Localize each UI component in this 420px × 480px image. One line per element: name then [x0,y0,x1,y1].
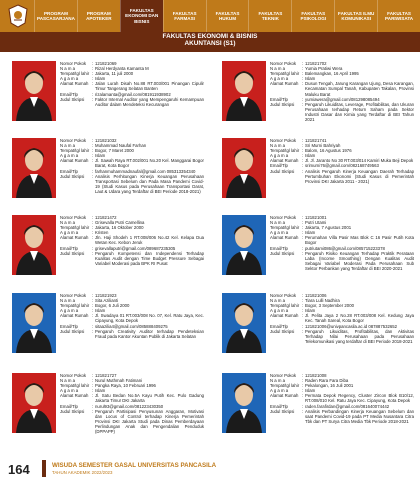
info-row-alamat [270,81,414,96]
university-logo-icon [8,4,28,28]
field-label: A g a m a [270,76,289,82]
field-value-agama: Islam [305,230,316,236]
top-navigation-bar [0,0,420,32]
field-label: N a m a [60,143,76,149]
field-value-ttl: Pangka Raya, 10 Februari 1996 [95,383,156,389]
field-value-nomor: 121821702 [305,61,327,66]
field-value-judul: Pengaruh Likuiditas, Leverage, Profitabilitas, dan Ukuran Perusahaan terhadap Return Saham pada Sektor Industri Dasar dan Kimia yang Terdaftar di BEI Tahun 2021 [305,101,414,123]
field-label: Tempat/tgl lahir [60,148,90,154]
field-colon: : [92,393,94,399]
field-label: Email/Tlp [60,168,78,174]
field-label: Email/Tlp [60,323,78,329]
field-colon: : [302,250,304,256]
graduate-photo [12,61,56,121]
field-colon: : [302,143,304,149]
field-colon: : [302,168,304,174]
faculty-title: FAKULTAS EKONOMI & BISNIS [162,33,258,40]
field-label: Tempat/tgl lahir [60,71,90,77]
field-value-agama: Kristen [95,230,109,236]
field-colon: : [92,96,94,102]
info-row-judul [60,409,204,434]
field-colon: : [302,393,304,399]
field-colon: : [92,168,94,174]
field-value-alamat: Permata Depok Regency, Cluster Zircon Blok B10/12, RT.008/010 Kel. Ratu Jaya Kec. Cipayung, Kota Depok [305,393,414,404]
field-label: Nomor Pokok [60,138,87,143]
field-value-agama: Islam [305,153,316,159]
field-value-nomor: 121821069 [95,61,117,66]
field-value-nama: Raden Rara Fara Diba [305,378,349,384]
field-value-email: srimurni76@gmail.com/082168749563 [305,163,379,169]
field-value-ttl: Pekalongan, 16 Juli 2001 [305,383,354,389]
field-value-alamat: Jalan Lurah Disah No.88 RT.003/001 Pinangan Cipulir Timur Tangerang Selatan Banten [95,81,204,92]
field-label: Nomor Pokok [270,373,297,378]
field-label: Tempat/tgl lahir [60,225,90,231]
field-value-ttl: Jakarta, 7 Agustus 2001 [305,225,352,231]
person-silhouette-icon [12,373,56,433]
info-row-judul [270,329,414,344]
field-colon: : [302,163,304,169]
tab-fakultas-ilmu-komunikasi[interactable]: FAKULTAS ILMU KOMUNIKASI [334,0,377,32]
field-colon: : [302,378,304,384]
field-colon: : [302,158,304,164]
field-colon: : [302,215,304,220]
info-row-judul [270,169,414,184]
field-label: Judul Skripsi [270,328,295,334]
field-colon: : [302,230,304,236]
graduate-photo [222,293,266,353]
field-value-email: rizalamanta@gmail.com/081911938902 [95,91,171,97]
field-label: N a m a [270,66,286,72]
field-value-judul: Pengaruh Kompetensi dan Independensi Terhadap Kualitas Audit dengan Time Budget Pressure Sebagai Variabel Moderasi pada BPK RI Pusat [95,250,204,266]
tab-program-apoteker[interactable]: PROGRAM APOTEKER [77,0,120,32]
field-value-ttl: Bogor, 6 Juli 2000 [95,303,130,309]
field-colon: : [92,220,94,226]
info-row-alamat [270,235,414,245]
field-label: Judul Skripsi [60,250,85,256]
page-footer [0,450,420,480]
field-label: Nomor Pokok [270,293,297,298]
footer-divider [42,460,46,477]
field-value-agama: Islam [95,76,106,82]
field-value-judul: Analisis Pengaruh Kinerja Keuangan Daerah Terhadap Pertumbuhan Ekonomi (Studi Kasus di Pemerintah Provinsi DKI Jakarta 2011 - 2021) [305,168,414,184]
field-value-alamat: Jl. Jl. Jaranto No 30 RT.003/014 Kamiri Muka Beji Depok [305,158,414,164]
field-value-agama: Islam [305,308,316,314]
info-row-judul [60,97,204,107]
field-colon: : [92,235,94,241]
field-colon: : [92,230,94,236]
field-colon: : [92,81,94,87]
field-value-nomor: 121821008 [305,373,327,378]
field-label: A g a m a [270,153,289,159]
field-value-judul: Analisis Perhitungan Kinerja Keuangan Perusahaan Transportasi Sebelum dan Pada Masa Pandemi Covid-19 (Studi Kasus pada Perusahaan Transportasi Darat, Laut & Udara yang Terdaftar di BEI Periode 2018-2021) [95,173,204,194]
field-label: A g a m a [60,153,79,159]
field-value-nama: Sri Murni Bahriyah [305,143,341,149]
person-silhouette-icon [222,138,266,198]
field-label: Email/Tlp [60,403,78,409]
field-label: N a m a [270,378,286,384]
field-colon: : [92,378,94,384]
field-value-agama: Islam [95,153,106,159]
field-label: Alamat Rumah [60,81,89,87]
field-value-ttl: Jakarta, 11 juli 2000 [95,71,134,77]
field-value-judul: Pengaruh Creativity Auditor terhadap Pendeteksian Fraud pada Kantor Akuntan Publik di Jakarta Selatan [95,328,204,339]
field-colon: : [92,158,94,164]
field-colon: : [302,225,304,231]
field-label: A g a m a [270,230,289,236]
field-label: Nomor Pokok [60,215,87,220]
field-colon: : [92,298,94,304]
graduate-info [270,373,414,424]
field-colon: : [92,388,94,394]
field-value-nama: Yumia Pratiwi Wera [305,66,343,72]
info-row-alamat [60,81,204,91]
field-label: Judul Skripsi [270,168,295,174]
field-label: Judul Skripsi [270,408,295,414]
field-colon: : [302,298,304,304]
field-label: A g a m a [270,308,289,314]
tab-fakultas-ekonomi-dan-bisnis[interactable]: FAKULTAS EKONOMI DAN BISNIS [120,0,163,32]
field-colon: : [92,293,94,298]
field-value-nama: Sita Azilianti [95,298,119,304]
field-colon: : [302,235,304,241]
field-colon: : [92,143,94,149]
graduate-info [60,61,204,107]
field-value-agama: Islam [95,308,106,314]
field-value-nama: Rizal Herdyanta Kamanta M [95,66,149,72]
field-value-nomor: 121821006 [305,293,327,298]
field-colon: : [302,81,304,87]
info-row-judul [60,251,204,266]
field-label: Nomor Pokok [270,215,297,220]
field-label: N a m a [270,298,286,304]
graduate-photo [222,61,266,121]
field-value-email: putriutami086@gmail.com/085715223378 [305,245,385,251]
field-colon: : [92,173,94,179]
field-label: Nomor Pokok [60,373,87,378]
footer-subtitle: TAHUN AKADEMIK 2022/2023 [52,470,113,475]
field-value-nama: Grisevalla Putri Camellina [95,220,145,226]
field-colon: : [92,66,94,72]
tab-fakultas-pariwisata[interactable]: FAKULTAS PARIWISATA [377,0,420,32]
field-label: Alamat Rumah [270,158,299,164]
field-label: N a m a [270,143,286,149]
info-row-alamat [60,393,204,403]
field-label: Email/Tlp [270,96,288,102]
field-colon: : [92,215,94,220]
field-label: Tempat/tgl lahir [60,383,90,389]
field-value-judul: Analisis Perbandingan Kinerja Keuangan Sebelum dan saat Pandemi Covid-19 pada PT Media Nusantara Citra Tbk dan PT Surya Citra Media Tbk Periode 2018-2021 [305,408,414,424]
footer-title: WISUDA SEMESTER GASAL UNIVERSITAS PANCASILA [52,462,217,469]
field-colon: : [302,303,304,309]
field-colon: : [302,138,304,143]
person-silhouette-icon [222,215,266,275]
field-label: Alamat Rumah [270,393,299,399]
field-label: Tempat/tgl lahir [270,225,300,231]
graduate-info [60,373,204,434]
field-label: N a m a [60,378,76,384]
field-value-alamat: Perumahan Villa Pasir Mas Blok C 16 Pasir Putih Kota Bogor [305,235,414,246]
field-value-nomor: 121821741 [305,138,327,143]
field-colon: : [302,328,304,334]
field-value-alamat: Jl. Sawah Raya RT.002/001 No.20 Kel. Manggarai Bogor Barat, Kota Bogor [95,158,204,169]
field-label: Email/Tlp [60,91,78,97]
field-colon: : [302,323,304,329]
field-label: Email/Tlp [60,245,78,251]
field-value-email: farhanmuhammadnaufal@gmail.com 085313354340 [95,168,196,174]
field-label: Judul Skripsi [60,173,85,179]
field-colon: : [92,138,94,143]
field-label: Email/Tlp [270,403,288,409]
tab-fakultas-farmasi[interactable]: FAKULTAS FARMASI [163,0,206,32]
field-colon: : [92,323,94,329]
info-row-judul [60,174,204,194]
field-colon: : [302,153,304,159]
field-colon: : [302,66,304,72]
field-label: A g a m a [60,230,79,236]
field-value-nomor: 121821923 [95,293,117,298]
tab-fakultas-teknik[interactable]: FAKULTAS TEKNIK [248,0,291,32]
field-colon: : [92,61,94,66]
field-label: Judul Skripsi [60,96,85,102]
field-label: Email/Tlp [270,163,288,169]
field-colon: : [92,71,94,77]
field-label: Tempat/tgl lahir [270,303,300,309]
field-label: N a m a [60,220,76,226]
field-colon: : [92,313,94,319]
field-value-email: grisevallaputri@gmail.com/089687235305 [95,245,176,251]
field-label: Email/Tlp [270,323,288,329]
field-value-ttl: Balemangkan, 16 April 1995 [305,71,359,77]
field-value-alamat: Jl. Satu Bedan No.5A Kayu Putih Kec. Pulo Gadung Jakarta Timur DKI Jakarta [95,393,204,404]
field-colon: : [92,153,94,159]
field-value-nama: Muhammad Naufal Farhan [95,143,147,149]
field-colon: : [92,225,94,231]
field-value-email: yumiawera@gmail.com/081298085494 [305,96,380,102]
person-silhouette-icon [222,293,266,353]
field-colon: : [92,403,94,409]
program-subtitle: AKUNTANSI (S1) [184,39,236,47]
faculty-header [0,32,420,52]
field-value-nomor: 121821472 [95,215,117,220]
field-label: Alamat Rumah [60,158,89,164]
field-value-ttl: Bogor, 7 Maret 2000 [95,148,134,154]
person-silhouette-icon [12,293,56,353]
field-colon: : [302,383,304,389]
field-colon: : [302,245,304,251]
field-colon: : [92,91,94,97]
field-value-nomor: 121821032 [95,138,117,143]
field-value-email: sitaazilia4@gmail.com/085888409275 [95,323,168,329]
field-colon: : [302,76,304,82]
field-label: Judul Skripsi [60,328,85,334]
field-value-judul: Pengaruh Partisipasi Penyusunan Anggaran, Motivasi dan Locus of Control terhadap Kinerja Pemerintah Provinsi DKI Jakarta Studi pada Dinas Pemberdayaan Perlindungan Anak dan Pengendalian Penduduk (DPPAPP) [95,408,204,435]
field-label: Alamat Rumah [60,313,89,319]
field-colon: : [92,76,94,82]
field-colon: : [302,408,304,414]
field-label: A g a m a [60,308,79,314]
field-label: N a m a [60,298,76,304]
graduate-photo [12,373,56,433]
field-value-judul: Pengaruh Risiko Keuangan Terhadap Praktik Perataan Laba (Income Smoothing) Dengan Kualitas Audit Sebagai Variabel Moderasi Pada Perusahaan Sub Sektor Perbankan yang Terdaftar di BEI 2020-2021 [305,250,414,271]
field-label: Nomor Pokok [60,61,87,66]
field-label: Alamat Rumah [270,81,299,87]
field-colon: : [92,308,94,314]
graduate-photo [12,293,56,353]
person-silhouette-icon [12,61,56,121]
field-colon: : [92,250,94,256]
tab-fakultas-psikologi[interactable]: FAKULTAS PSIKOLOGI [291,0,334,32]
info-row-judul [270,409,414,424]
field-label: Tempat/tgl lahir [270,148,300,154]
field-colon: : [302,220,304,226]
graduate-info [270,138,414,184]
info-row-alamat [60,313,204,323]
field-colon: : [92,408,94,414]
field-label: Alamat Rumah [270,235,299,241]
graduate-photo [222,373,266,433]
info-row-judul [270,251,414,271]
field-label: Nomor Pokok [270,61,297,66]
field-label: N a m a [60,66,76,72]
faculty-tabs [34,0,420,32]
field-colon: : [302,71,304,77]
field-value-nomor: 121821001 [305,215,327,220]
field-value-ttl: Bogor, 3 September 2000 [305,303,354,309]
page-number: 164 [8,462,30,477]
field-colon: : [92,383,94,389]
field-colon: : [302,388,304,394]
graduate-info [60,293,204,339]
field-colon: : [92,148,94,154]
field-value-judul: Pengaruh Likuiditas, Profitabilitas, dan Aktivitas Terhadap Nilai Perusahaan pada Perusahaan Telekomunikasi yang terdaftar di BEI Periode 2018-2021 [305,328,414,344]
field-value-email: 121821006@univpancasila.ac.id 087887532652 [305,323,398,329]
field-label: A g a m a [60,76,79,82]
field-label: Tempat/tgl lahir [60,303,90,309]
graduate-photo [222,215,266,275]
person-silhouette-icon [222,61,266,121]
graduate-info [270,61,414,122]
person-silhouette-icon [12,215,56,275]
field-value-alamat: Jln. Haji Shodeh 1 RT.008/006 No.42 Kel. Kelapa Dua Wetan Kec. Kebon Jeruk [95,235,204,246]
field-label: Alamat Rumah [60,393,89,399]
tab-fakultas-hukum[interactable]: FAKULTAS HUKUM [206,0,249,32]
graduate-photo [12,138,56,198]
info-row-judul [270,102,414,122]
info-row-alamat [270,313,414,323]
field-value-alamat: Jl. Swadaya 01 RT.003/008 No. 07, Kel. Ratu Jaya, Kec. Cipayung, Kota Depok [95,313,204,324]
field-value-alamat: Jl. Pelita Jaya 2 No.28 RT.003/008 Kel. Kedung Jaya Kec. Tanah Sareal, Kota Bogor [305,313,414,324]
graduate-info [270,215,414,271]
field-value-nama: Putri Utami [305,220,327,226]
field-value-nama: Tiara Lulli Nadhira [305,298,340,304]
field-label: Nomor Pokok [270,138,297,143]
field-label: Nomor Pokok [60,293,87,298]
field-value-email: raden.farafirdan@gmail.com/081640074442 [305,403,390,409]
field-value-alamat: Dusun Tengah, Jarung Karangan Ujung, Desa Karangan, Kecamatan Sumpal Tanah, Kabupaten Takalan, Provinsi Maluku Barat [305,81,414,97]
field-colon: : [302,148,304,154]
field-colon: : [92,328,94,334]
graduate-photo [12,215,56,275]
graduate-info [270,293,414,344]
field-label: Judul Skripsi [270,250,295,256]
field-label: Alamat Rumah [60,235,89,241]
field-colon: : [302,313,304,319]
field-label: N a m a [270,220,286,226]
graduate-info [60,138,204,194]
field-colon: : [92,245,94,251]
field-label: Tempat/tgl lahir [270,71,300,77]
field-value-judul: Faktor Internal Auditor yang Mempengaruhi Kemampuan Auditor dalam Mendeteksi Kecurangan [95,96,204,107]
info-row-judul [60,329,204,339]
field-label: Alamat Rumah [270,313,299,319]
field-value-nomor: 121821727 [95,373,117,378]
field-colon: : [302,101,304,107]
field-label: Judul Skripsi [60,408,85,414]
graduate-info [60,215,204,266]
person-silhouette-icon [222,373,266,433]
field-value-email: nurul93@gmail.com/081223430350 [95,403,164,409]
field-value-ttl: Jakarta, 16 Oktober 2000 [95,225,144,231]
field-value-ttl: Balom, 16 Agustus 1976 [305,148,352,154]
field-value-agama: Islam [305,388,316,394]
field-colon: : [92,303,94,309]
field-colon: : [302,293,304,298]
info-row-alamat [270,393,414,403]
graduate-photo [222,138,266,198]
tab-program-pascasarjana[interactable]: PROGRAM PASCASARJANA [34,0,77,32]
field-colon: : [302,96,304,102]
field-colon: : [302,373,304,378]
field-label: Tempat/tgl lahir [270,383,300,389]
field-label: Judul Skripsi [270,101,295,107]
field-label: Email/Tlp [270,245,288,251]
field-colon: : [92,373,94,378]
field-label: A g a m a [60,388,79,394]
field-value-agama: Islam [95,388,106,394]
info-row-alamat [60,235,204,245]
person-silhouette-icon [12,138,56,198]
field-label: A g a m a [270,388,289,394]
field-colon: : [302,403,304,409]
field-colon: : [302,308,304,314]
field-colon: : [302,61,304,66]
info-row-alamat [60,158,204,168]
field-value-agama: Islam [305,76,316,82]
field-value-nama: Nurul Muthmah Fatimani [95,378,143,384]
